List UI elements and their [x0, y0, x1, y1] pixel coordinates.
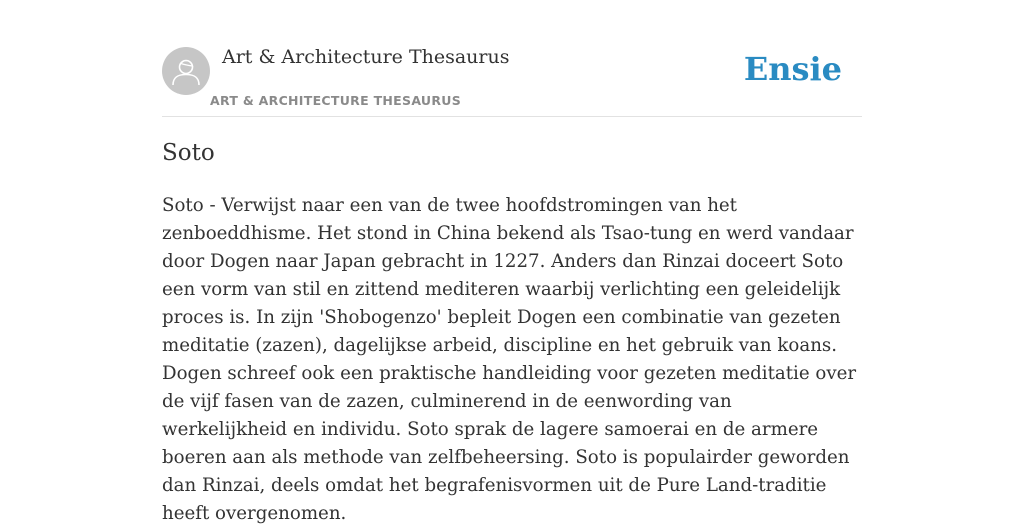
user-silhouette-icon — [162, 47, 210, 95]
avatar[interactable] — [162, 47, 210, 95]
source-title[interactable]: Art & Architecture Thesaurus — [222, 46, 510, 68]
definition-text: Soto - Verwijst naar een van de twee hoofdstromingen van het zenboeddhisme. Het stond in China bekend als Tsao-tung en werd vandaar door Dogen naar Japan gebracht in 1227. Anders dan Rinzai doceert Soto een vorm van stil en zittend mediteren waarbij verlichting een geleidelijk proces is. In zijn 'Shobogenzo' bepleit Dogen een combinatie van gezeten meditatie (zazen), dagelijkse arbeid, discipline en het gebruik van koans. Dogen schreef ook een praktische handleiding voor gezeten meditatie over de vijf fasen van de zazen, culminerend in de eenwording van werkelijkheid en individu. Soto sprak de lagere samoerai en de armere boeren aan als methode van zelfbeheersing. Soto is populairder geworden dan Rinzai, deels omdat het begrafenisvormen uit de Pure Land-traditie heeft overgenomen. — [162, 195, 857, 524]
page-header — [162, 0, 862, 117]
source-subtitle[interactable]: ART & ARCHITECTURE THESAURUS — [210, 93, 462, 108]
page-title: Soto — [162, 140, 215, 166]
ensie-logo[interactable]: Ensie — [743, 50, 842, 88]
